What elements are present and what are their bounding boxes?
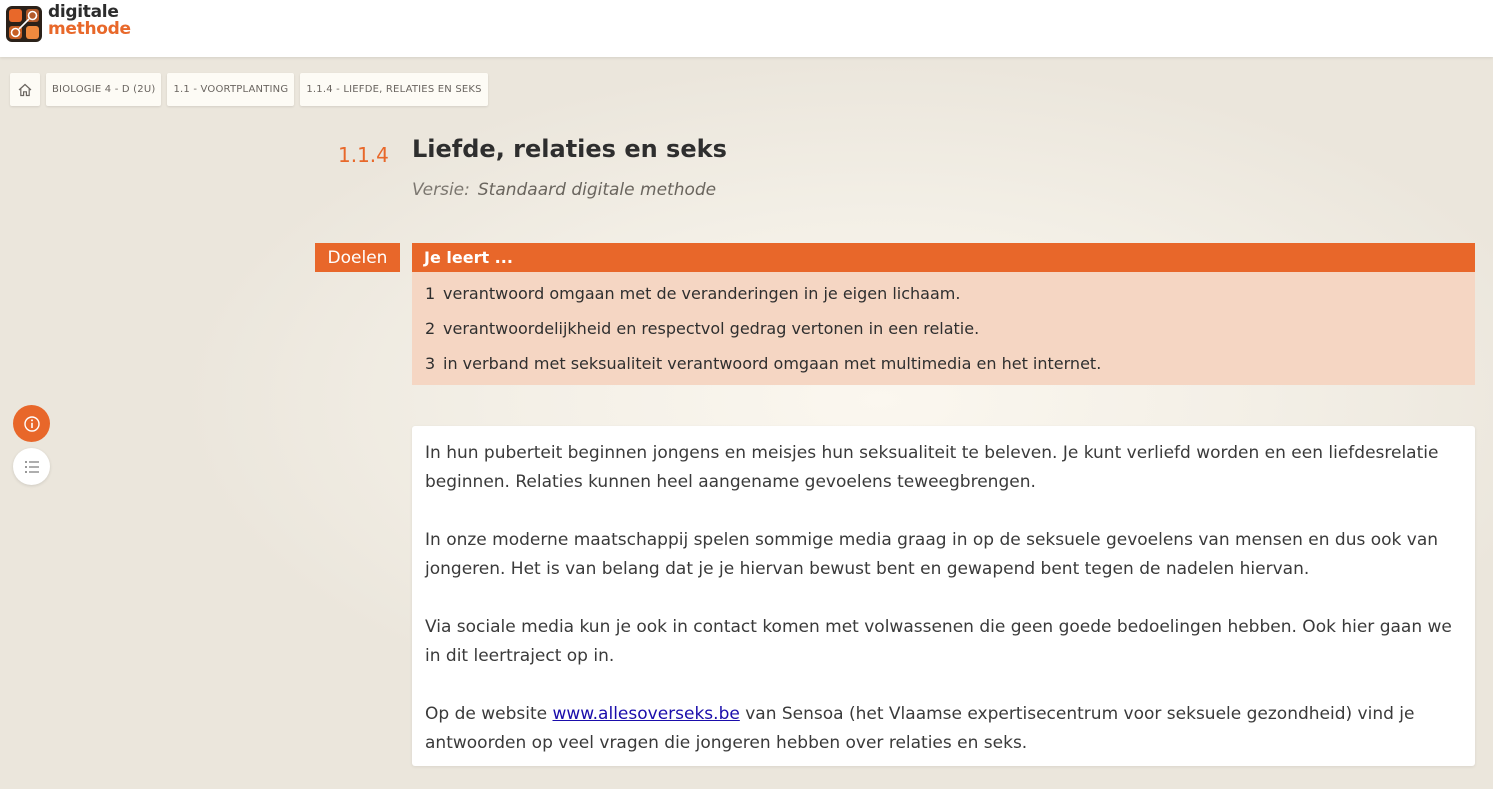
goal-item — [412, 276, 1475, 311]
version-value: Standaard digitale methode — [477, 180, 717, 200]
brand-logo[interactable] — [6, 2, 131, 42]
paragraph-text: van Sensoa (het Vlaamse expertisecentrum voor seksuele gezondheid) vind je antwoorden op veel vragen die jongeren hebben over relaties en seks. — [425, 704, 1415, 753]
digitale-methode-logo-icon — [6, 6, 42, 42]
top-header — [0, 0, 1493, 57]
goals-list — [412, 272, 1475, 385]
goal-text: verantwoord omgaan met de veranderingen in je eigen lichaam. — [443, 284, 961, 303]
goal-number: 2 — [425, 319, 436, 338]
goals-header: Je leert ... — [412, 243, 1475, 272]
breadcrumb-home[interactable] — [10, 73, 40, 106]
paragraph-text: Op de website — [425, 704, 553, 724]
breadcrumb — [10, 73, 488, 106]
table-of-contents-button[interactable] — [13, 448, 50, 485]
allesoverseks-link[interactable]: www.allesoverseks.be — [552, 704, 740, 724]
info-button[interactable] — [13, 405, 50, 442]
lesson-number: 1.1.4 — [338, 143, 389, 167]
breadcrumb-item-lesson[interactable]: 1.1.4 - LIEFDE, RELATIES EN SEKS — [300, 73, 487, 106]
brand-line1: digitale — [48, 2, 119, 22]
intro-paragraph-1: In hun puberteit beginnen jongens en meisjes hun seksualiteit te beleven. Je kunt verliefd worden en een liefdesrelatie beginnen. Relaties kunnen heel aangename gevoelens teweegbrengen. — [425, 443, 1439, 492]
brand-line2: methode — [48, 19, 131, 39]
breadcrumb-item-course[interactable]: BIOLOGIE 4 - D (2U) — [46, 73, 161, 106]
intro-paragraph-2: In onze moderne maatschappij spelen sommige media graag in op de seksuele gevoelens van mensen en dus ook van jongeren. Het is van belang dat je je hiervan bewust bent en gewapend bent tegen de nadelen hiervan. — [425, 530, 1439, 579]
page-title: Liefde, relaties en seks — [412, 135, 727, 163]
goal-item — [412, 346, 1475, 381]
intro-paragraph-3: Via sociale media kun je ook in contact komen met volwassenen die geen goede bedoelingen hebben. Ook hier gaan we in dit leertraject op in. — [425, 617, 1452, 666]
goal-item — [412, 311, 1475, 346]
intro-paragraph-4 — [425, 700, 1455, 758]
version-label: Versie: — [412, 180, 470, 200]
goals-box — [412, 243, 1475, 385]
intro-content-card — [412, 426, 1475, 766]
breadcrumb-item-chapter[interactable]: 1.1 - VOORTPLANTING — [167, 73, 294, 106]
home-icon — [17, 82, 33, 98]
list-icon — [23, 458, 41, 476]
goal-text: verantwoordelijkheid en respectvol gedrag vertonen in een relatie. — [443, 319, 980, 338]
goal-number: 3 — [425, 354, 436, 373]
goal-text: in verband met seksualiteit verantwoord omgaan met multimedia en het internet. — [443, 354, 1102, 373]
version-line — [412, 180, 716, 200]
info-icon — [23, 415, 41, 433]
goals-tag: Doelen — [315, 243, 400, 272]
goal-number: 1 — [425, 284, 436, 303]
